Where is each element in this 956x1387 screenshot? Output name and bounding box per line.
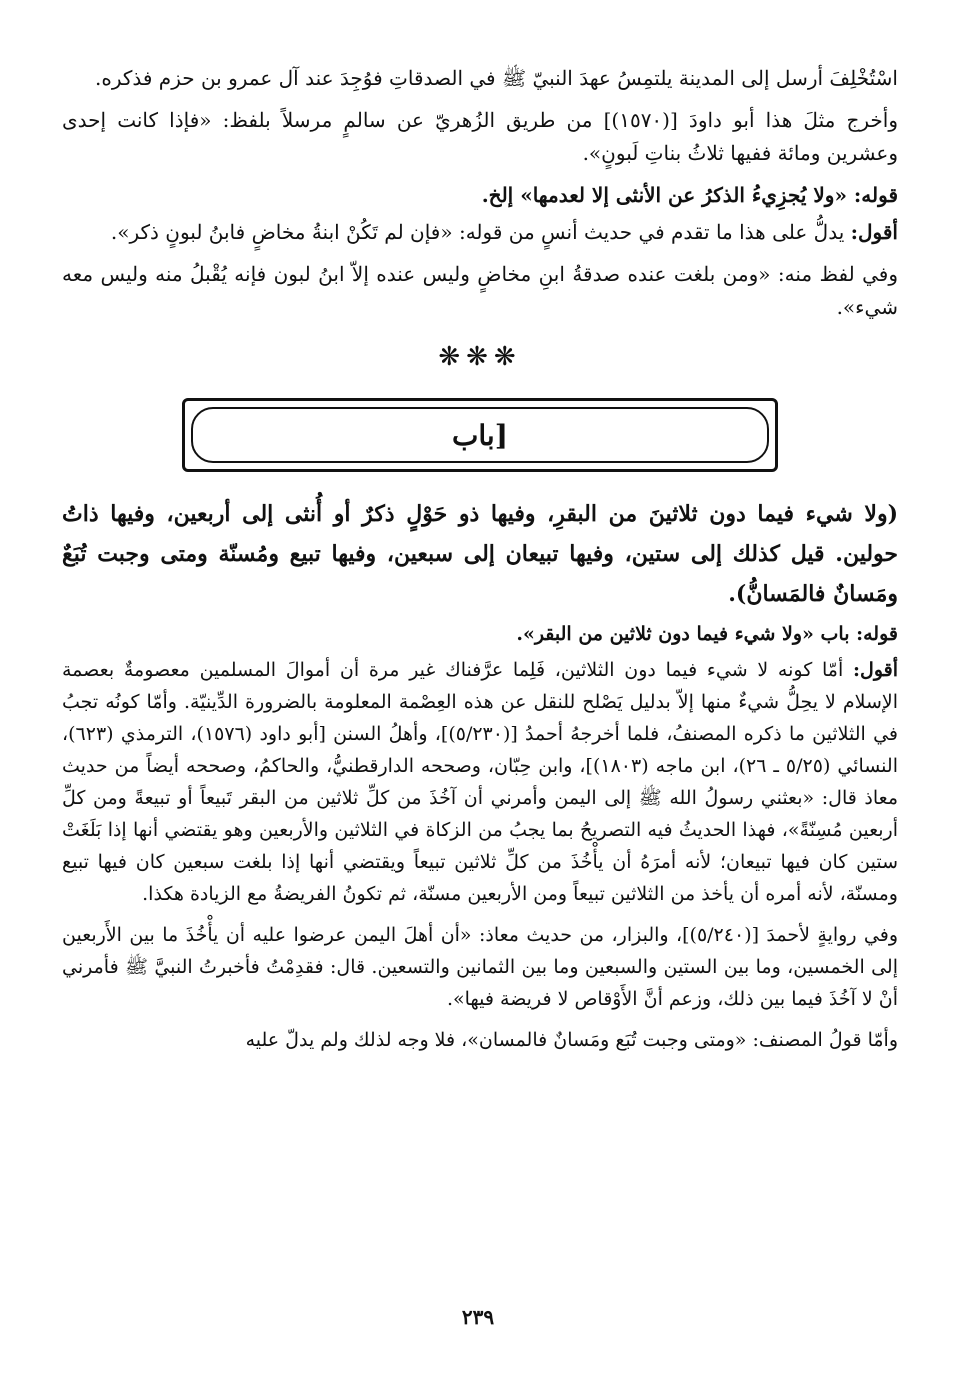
aqulu-bab-text: أمّا كونه لا شيء فيما دون الثلاثين، فَلِما عرَّفناك غير مرة أن أموالَ المسلمين معصومةٌ بعصمة الإسلام لا يحِلُّ شيءٌ منها إلاّ بدليل يَصْلح للنقل عن هذه العِصْمة المعلومة بالضرورة الدِّينيّة. وأمّا كونُه تجبُ في الثلاثين ما ذكره المصنفُ، فلما أخرجهُ أحمدُ [(٥/٢٣٠)]، وأهلُ السنن [أبو داود (١٥٧٦)، الترمذي (٦٢٣)، النسائي (٥/٢٥ ـ ٢٦)، ابن ماجه (١٨٠٣)]، وابن حِبّان، وصححه الدارقطنيُّ، والحاكمُ، وصححه أيضاً من حديث معاذ قال: «بعثني رسولُ الله ﷺ إلى اليمن وأمرني أن آخُذَ من كلِّ ثلاثين من البقر تَبيعاً أو تبيعةً ومن كلِّ أربعين مُسِنّةً»، فهذا الحديثُ فيه التصريحُ بما يجبُ من الزكاة في الثلاثين والأربعين وهو يقتضي أنها إذا بَلَغَتْ ستين كان فيها تبيعان؛ لأنه أمرَهُ أن يأْخُذَ من كلِّ ثلاثين تبيعاً ويقتضي أنها إذا بلغت سبعين كان فيها تبيع ومسنّة، لأنه أمره أن يأخذ من الثلاثين تبيعاً ومن الأربعين مسنّة، ثم تكونُ الفريضةُ مع الزيادة هكذا. — [62, 659, 898, 905]
qawluhu-line — [62, 179, 898, 212]
qawluhu-text: «ولا يُجزِيءُ الذكرُ عن الأنثى إلا لعدمها» إلخ. — [481, 183, 854, 207]
page-number: ٢٣٩ — [461, 1305, 495, 1329]
matn-text: (ولا شيء فيما دون ثلاثينَ من البقرِ، وفيها ذو حَوْلٍ ذكرٌ أو أُنثى إلى أربعين، وفيها ذاتُ حولين. قيل كذلك إلى ستين، وفيها تبيعان إلى سبعين، وفيها تبيع ومُسنّة ومتى وجبت تُبَعٌ ومَسانٌ فالمَسانُّ). — [62, 501, 898, 607]
paragraph-continuation: اسْتُخْلِفَ أرسل إلى المدينة يلتمِسُ عهدَ النبيّ ﷺ في الصدقاتِ فوُجِدَ عند آل عمرو بن حزم فذكره. — [95, 66, 898, 90]
qawluhu-bab-text: باب «ولا شيء فيما دون ثلاثين من البقر». — [516, 623, 857, 645]
qawluhu-bab-lead: قوله: — [856, 623, 898, 645]
chapter-heading-frame — [182, 398, 778, 472]
aqulu-bab-paragraph — [62, 654, 898, 910]
aqulu-text: يدلُّ على هذا ما تقدم في حديث أنسٍ من قوله: «فإن لم تَكُنْ ابنةُ مخاضٍ فابنُ لبونٍ ذكر». — [110, 220, 851, 244]
paragraph-abu-dawud: وأخرج مثلَ هذا أبو داودَ [(١٥٧٠)] من طريق الزُهريّ عن سالمٍ مرسلاً بلفظ: «فإذا كانت إحدى وعشرين ومائة ففيها ثلاثُ بناتِ لَبونٍ». — [62, 108, 898, 165]
aqulu-paragraph — [62, 216, 898, 249]
aqulu-lead: أقول: — [850, 220, 898, 244]
section-separator: ❋❋❋ — [438, 342, 522, 372]
paragraph-lafz: وفي لفظ منه: «ومن بلغت عنده صدقةُ ابنِ مخاضٍ وليس عنده إلاّ ابنُ لبون فإنه يُقْبلُ منه وليس معه شيء». — [62, 262, 898, 319]
aqulu-bab-lead: أقول: — [853, 659, 898, 681]
qawluhu-bab-line — [62, 618, 898, 650]
paragraph-musannif: وأمّا قولُ المصنف: «ومتى وجبت تُبَع ومَسانٌ فالمسان»، فلا وجه لذلك ولم يدلّ عليه — [245, 1029, 898, 1051]
paragraph-ahmad-riwaya: وفي روايةٍ لأحمدَ [(٥/٢٤٠)]، والبزار، من حديث معاذ: «أن أهلَ اليمن عرضوا عليه أن يأْخُذَ ما بين الأَربعين إلى الخمسين، وما بين الستين والسبعين وما بين الثمانين والتسعين. قال: فقدِمْتُ فأخبرتُ النبيَّ ﷺ فأمرني أنْ لا آخُذَ فيما بين ذلك، وزعم أنَّ الأَوْقاص لا فريضة فيها». — [62, 924, 898, 1010]
chapter-heading: [باب — [191, 407, 769, 463]
qawluhu-lead: قوله: — [853, 183, 898, 207]
